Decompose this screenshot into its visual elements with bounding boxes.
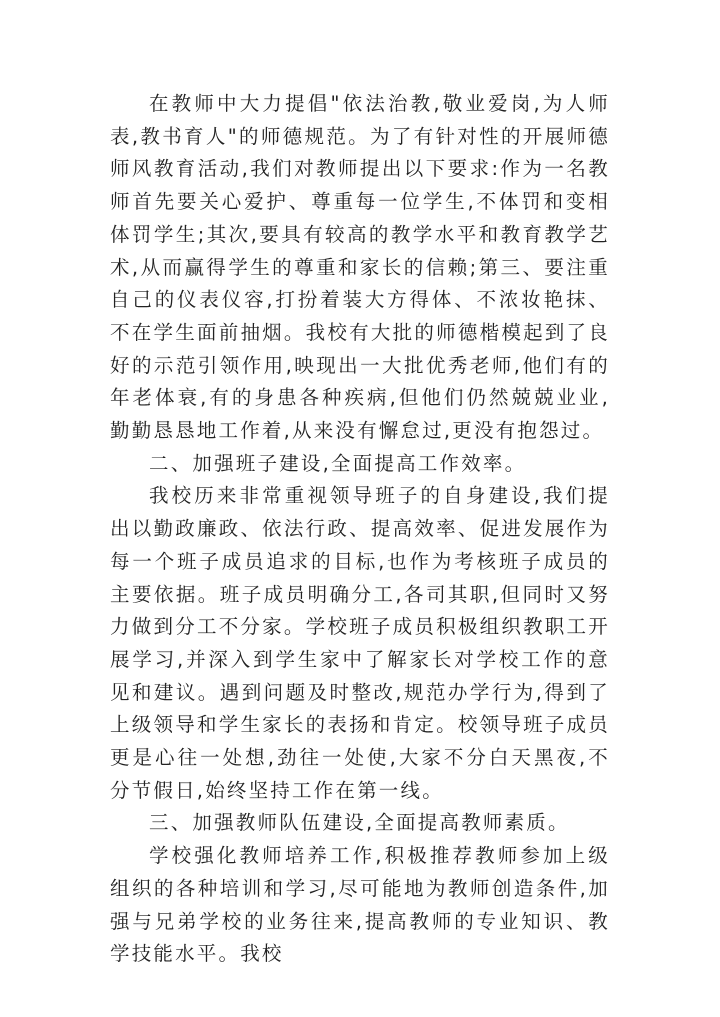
section-heading-leadership: 二、加强班子建设,全面提高工作效率。 (149, 451, 527, 475)
document-page (110, 88, 610, 971)
section-heading-teacher-team: 三、加强教师队伍建设,全面提高教师素质。 (149, 811, 570, 835)
paragraph-teacher-ethics: 在教师中大力提倡"依法治教,敬业爱岗,为人师表,教书育人"的师德规范。为了有针对性的开展师德师风教育活动,我们对教师提出以下要求:作为一名教师首先要关心爱护、尊重每一位学生,不体罚和变相体罚学生;其次,要具有较高的教学水平和教育教学艺术,从而赢得学生的尊重和家长的信赖;第三、要注重自己的仪表仪容,打扮着装大方得体、不浓妆艳抹、不在学生面前抽烟。我校有大批的师德楷模起到了良好的示范引领作用,映现出一大批优秀老师,他们有的年老体衰,有的身患各种疾病,但他们仍然兢兢业业,勤勤恳恳地工作着,从来没有懈怠过,更没有抱怨过。 (110, 92, 610, 443)
paragraph-leadership: 我校历来非常重视领导班子的自身建设,我们提出以勤政廉政、依法行政、提高效率、促进发展作为每一个班子成员追求的目标,也作为考核班子成员的主要依据。班子成员明确分工,各司其职,但同时又努力做到分工不分家。学校班子成员积极组织教职工开展学习,并深入到学生家中了解家长对学校工作的意见和建议。遇到问题及时整改,规范办学行为,得到了上级领导和学生家长的表扬和肯定。校领导班子成员更是心往一处想,劲往一处使,大家不分白天黑夜,不分节假日,始终坚持工作在第一线。 (110, 484, 610, 802)
paragraph-teacher-training: 学校强化教师培养工作,积极推荐教师参加上级组织的各种培训和学习,尽可能地为教师创造条件,加强与兄弟学校的业务往来,提高教师的专业知识、教学技能水平。我校 (110, 844, 610, 966)
